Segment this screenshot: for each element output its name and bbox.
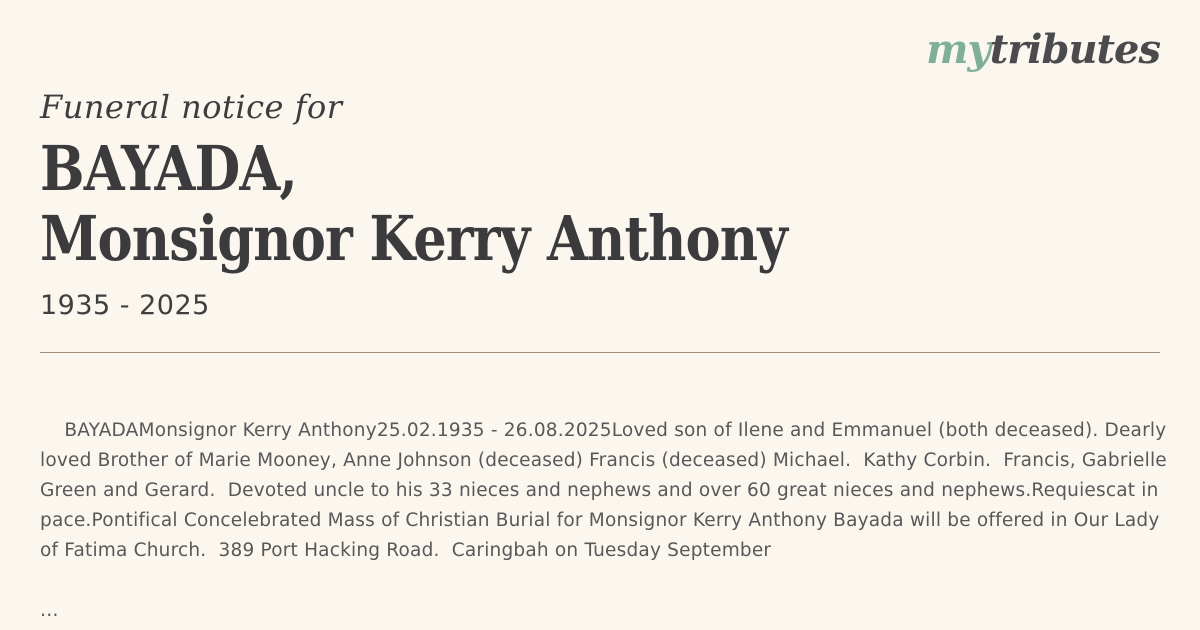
notice-body-text: BAYADAMonsignor Kerry Anthony25.02.1935 - 26.08.2025Loved son of Ilene and Emmanuel (both deceased). Dearly loved Brother of Marie Mooney, Anne Johnson (deceased) Francis (deceased) Michael. Kathy Corbin. Francis, Gabrielle Green and Gerard. Devoted uncle to his 33 nieces and nephews and over 60 great nieces and nephews.Requiescat in pace.Pontifical Concelebrated Mass of Christian Burial for Monsignor Kerry Anthony Bayada will be offered in Our Lady of Fatima Church. 389 Port Hacking Road. Caringbah on Tuesday September [40, 420, 1173, 561]
surname-line: BAYADA, [40, 132, 297, 205]
logo-text-tributes: tributes [989, 26, 1160, 73]
logo-text-my: my [926, 26, 990, 73]
notice-kicker: Funeral notice for [40, 88, 343, 126]
notice-body [40, 386, 1182, 630]
truncation-ellipsis: … [40, 600, 59, 621]
given-name-line: Monsignor Kerry Anthony [40, 202, 788, 275]
deceased-name-heading [40, 134, 787, 274]
life-years: 1935 - 2025 [40, 290, 210, 321]
mytributes-logo[interactable] [926, 28, 1160, 72]
divider-rule [40, 352, 1160, 353]
